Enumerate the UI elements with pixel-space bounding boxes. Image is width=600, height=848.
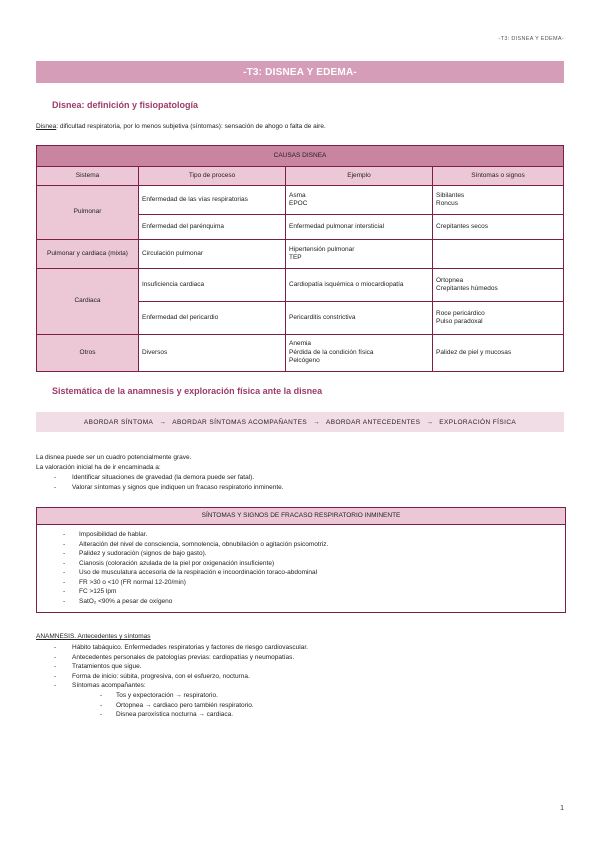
- list-item: - Hábito tabáquico. Enfermedades respiratorias y factores de riesgo cardiovascular.: [52, 643, 308, 653]
- table-row: [37, 269, 564, 302]
- running-header: -T3: DISNEA Y EDEMA-: [498, 36, 564, 42]
- list-item: - FC >125 lpm: [37, 587, 565, 597]
- table-row: [37, 186, 564, 215]
- causes-table: [36, 145, 564, 372]
- cell-process: Enfermedad del parénquima: [139, 215, 286, 240]
- list-item: - Síntomas acompañantes:: [52, 681, 308, 691]
- flow-step: ABORDAR ANTECEDENTES: [326, 418, 421, 426]
- anamnesis-list: [52, 643, 308, 691]
- section-heading-anamnesis-system: Sistemática de la anamnesis y exploración física ante la disnea: [52, 386, 323, 396]
- cell-signs: Roce pericárdico Pulso paradoxal: [433, 302, 564, 335]
- cell-signs: Ortopnea Crepitantes húmedos: [433, 269, 564, 302]
- list-item: - Tratamientos que sigue.: [52, 662, 308, 672]
- flow-step: EXPLORACIÓN FÍSICA: [439, 418, 517, 426]
- definition-term: Disnea: [36, 123, 57, 130]
- cell-process: Enfermedad del pericardio: [139, 302, 286, 335]
- cell-process: Insuficiencia cardiaca: [139, 269, 286, 302]
- column-header: Síntomas o signos: [433, 167, 564, 186]
- flow-step: ABORDAR SÍNTOMAS ACOMPAÑANTES: [172, 418, 308, 426]
- list-item: - Alteración del nivel de consciencia, somnolencia, obnubilación o agitación psicomotriz.: [37, 540, 565, 550]
- list-item: - Cianosis (coloración azulada de la piel por oxigenación insuficiente): [37, 559, 565, 569]
- arrow-right-icon: →: [313, 418, 320, 426]
- list-item: - FR >30 o <10 (FR normal 12-20/min): [37, 578, 565, 588]
- box-heading: SÍNTOMAS Y SIGNOS DE FRACASO RESPIRATORIO INMINENTE: [37, 508, 565, 525]
- cell-example: Enfermedad pulmonar intersticial: [286, 215, 433, 240]
- table-row: [37, 335, 564, 372]
- arrow-right-icon: →: [159, 418, 167, 426]
- cell-system: Cardiaca: [37, 269, 139, 335]
- cell-system: Pulmonar y cardiaca (mixta): [37, 240, 139, 269]
- arrow-right-icon: →: [426, 418, 434, 426]
- list-item: - Tos y expectoración → respiratorio.: [100, 691, 254, 701]
- cell-system: Otros: [37, 335, 139, 372]
- page-number: 1: [560, 805, 564, 812]
- list-item: - Identificar situaciones de gravedad (la demora puede ser fatal).: [52, 473, 284, 483]
- definition-text: : dificultad respiratoria, por lo menos subjetiva (síntomas): sensación de ahogo o falta de aire.: [56, 123, 326, 130]
- cell-example: Cardiopatía isquémica o miocardiopatía: [286, 269, 433, 302]
- list-item: - Imposibilidad de hablar.: [37, 530, 565, 540]
- anamnesis-sublist: [100, 691, 254, 720]
- section-heading-definition: Disnea: definición y fisiopatología: [52, 100, 199, 110]
- list-item: - Valorar síntomas y signos que indiquen un fracaso respiratorio inminente.: [52, 483, 284, 493]
- workflow-banner: [36, 412, 564, 432]
- cell-signs: Palidez de piel y mucosas: [433, 335, 564, 372]
- list-item: - Palidez y sudoración (signos de bajo gasto).: [37, 549, 565, 559]
- signs-list: [37, 530, 565, 606]
- cell-example: Hipertensión pulmonar TEP: [286, 240, 433, 269]
- paragraph: La disnea puede ser un cuadro potencialmente grave.: [36, 454, 192, 461]
- list-item: - Antecedentes personales de patologías previas: cardiopatías y neumopatías.: [52, 653, 308, 663]
- list-item: - Disnea paroxística nocturna → cardiaca.: [100, 710, 254, 720]
- paragraph: La valoración inicial ha de ir encaminada a:: [36, 464, 161, 471]
- list-item: - Ortopnea → cardiaco pero también respiratorio.: [100, 701, 254, 711]
- table-row: [37, 240, 564, 269]
- cell-example: Pericarditis constrictiva: [286, 302, 433, 335]
- respiratory-failure-signs-box: [36, 507, 566, 613]
- cell-system: Pulmonar: [37, 186, 139, 240]
- list-item: - SatO₂ <90% a pesar de oxígeno: [37, 597, 565, 607]
- cell-signs: Crepitantes secos: [433, 215, 564, 240]
- cell-process: Enfermedad de las vías respiratorias: [139, 186, 286, 215]
- table-caption: CAUSAS DISNEA: [37, 146, 564, 167]
- table-header-row: [37, 167, 564, 186]
- anamnesis-heading: ANAMNESIS. Antecedentes y síntomas: [36, 633, 151, 640]
- column-header: Tipo de proceso: [139, 167, 286, 186]
- cell-example: Asma EPOC: [286, 186, 433, 215]
- column-header: Sistema: [37, 167, 139, 186]
- flow-step: ABORDAR SÍNTOMA: [83, 418, 154, 426]
- cell-signs: Sibilantes Roncus: [433, 186, 564, 215]
- page-title: -T3: DISNEA Y EDEMA-: [36, 61, 564, 83]
- list-item: - Uso de musculatura accesoria de la respiración e incoordinación toraco-abdominal: [37, 568, 565, 578]
- cell-signs: [433, 240, 564, 269]
- initial-assessment-list: [52, 473, 284, 492]
- cell-process: Diversos: [139, 335, 286, 372]
- column-header: Ejemplo: [286, 167, 433, 186]
- definition-paragraph: [36, 122, 326, 132]
- cell-example: Anemia Pérdida de la condición física Pelcógeno: [286, 335, 433, 372]
- cell-process: Circulación pulmonar: [139, 240, 286, 269]
- list-item: - Forma de inicio: súbita, progresiva, con el esfuerzo, nocturna.: [52, 672, 308, 682]
